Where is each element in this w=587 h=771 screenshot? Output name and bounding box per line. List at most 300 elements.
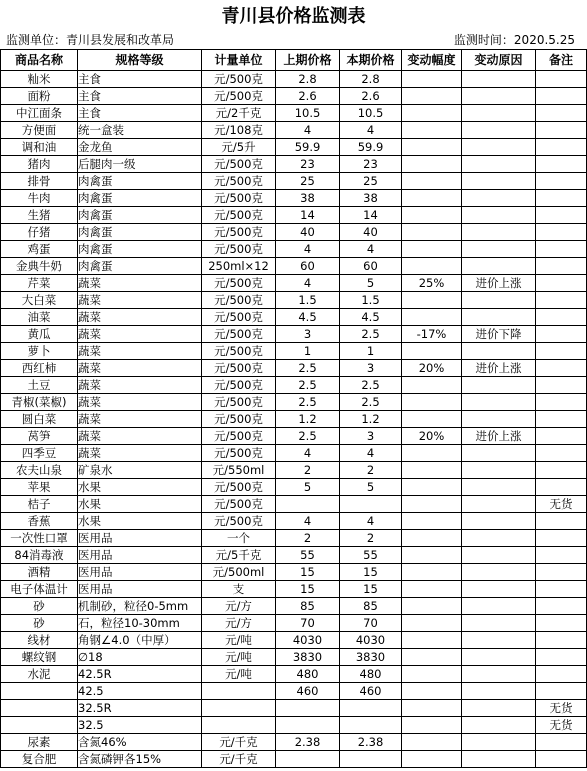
table-row [1, 530, 587, 547]
cell-unit: 元/500克 [202, 88, 276, 105]
cell-name: 砂 [1, 615, 78, 632]
cell-unit: 元/5升 [202, 139, 276, 156]
cell-curr-price: 14 [340, 207, 402, 224]
cell-spec: 肉禽蛋 [78, 173, 202, 190]
table-row [1, 105, 587, 122]
cell-change [402, 156, 462, 173]
col-header-spec: 规格等级 [78, 50, 202, 71]
cell-curr-price: 70 [340, 615, 402, 632]
cell-reason [462, 666, 536, 683]
cell-unit: 元/500克 [202, 275, 276, 292]
cell-reason [462, 292, 536, 309]
cell-reason [462, 224, 536, 241]
cell-curr-price [340, 496, 402, 513]
cell-change [402, 207, 462, 224]
cell-prev-price: 85 [276, 598, 340, 615]
cell-remark [536, 224, 587, 241]
cell-prev-price: 70 [276, 615, 340, 632]
cell-name: 电子体温计 [1, 581, 78, 598]
cell-unit: 元/500克 [202, 411, 276, 428]
table-row [1, 734, 587, 751]
cell-change [402, 241, 462, 258]
cell-prev-price: 4 [276, 241, 340, 258]
cell-curr-price: 1 [340, 343, 402, 360]
cell-name [1, 700, 78, 717]
cell-prev-price [276, 700, 340, 717]
cell-change [402, 683, 462, 700]
cell-name: 莴笋 [1, 428, 78, 445]
cell-curr-price: 15 [340, 581, 402, 598]
cell-change [402, 598, 462, 615]
cell-remark [536, 139, 587, 156]
cell-reason [462, 598, 536, 615]
table-row [1, 428, 587, 445]
cell-name: 西红柿 [1, 360, 78, 377]
header-info-row [0, 32, 587, 50]
cell-change [402, 258, 462, 275]
table-row [1, 462, 587, 479]
cell-reason [462, 717, 536, 734]
cell-prev-price [276, 751, 340, 768]
cell-spec: 含氮46% [78, 734, 202, 751]
table-row [1, 173, 587, 190]
cell-spec: 肉禽蛋 [78, 190, 202, 207]
cell-unit: 支 [202, 581, 276, 598]
cell-change [402, 479, 462, 496]
cell-change [402, 649, 462, 666]
table-row [1, 598, 587, 615]
cell-curr-price: 5 [340, 275, 402, 292]
cell-remark [536, 666, 587, 683]
cell-remark: 无货 [536, 700, 587, 717]
cell-remark [536, 411, 587, 428]
cell-unit: 元/5千克 [202, 547, 276, 564]
cell-remark [536, 241, 587, 258]
cell-change [402, 394, 462, 411]
cell-reason [462, 343, 536, 360]
cell-change [402, 581, 462, 598]
cell-curr-price: 85 [340, 598, 402, 615]
cell-name: 一次性口罩 [1, 530, 78, 547]
cell-name: 圆白菜 [1, 411, 78, 428]
col-header-name: 商品名称 [1, 50, 78, 71]
cell-change [402, 496, 462, 513]
cell-name: 农夫山泉 [1, 462, 78, 479]
cell-name: 金典牛奶 [1, 258, 78, 275]
cell-curr-price: 1.2 [340, 411, 402, 428]
cell-name [1, 683, 78, 700]
cell-name: 复合肥 [1, 751, 78, 768]
cell-reason: 进价上涨 [462, 428, 536, 445]
cell-prev-price: 480 [276, 666, 340, 683]
cell-remark [536, 309, 587, 326]
cell-change [402, 173, 462, 190]
cell-unit [202, 683, 276, 700]
cell-name: 土豆 [1, 377, 78, 394]
cell-unit: 元/吨 [202, 666, 276, 683]
cell-name: 桔子 [1, 496, 78, 513]
cell-prev-price: 1.5 [276, 292, 340, 309]
table-row [1, 241, 587, 258]
cell-prev-price: 23 [276, 156, 340, 173]
cell-unit: 元/500克 [202, 343, 276, 360]
cell-prev-price: 4 [276, 445, 340, 462]
cell-name: 尿素 [1, 734, 78, 751]
table-row [1, 394, 587, 411]
cell-prev-price: 25 [276, 173, 340, 190]
cell-remark [536, 292, 587, 309]
cell-prev-price: 4.5 [276, 309, 340, 326]
table-row [1, 717, 587, 734]
cell-unit: 元/500克 [202, 207, 276, 224]
page-title: 青川县价格监测表 [221, 6, 366, 27]
cell-unit: 元/500ml [202, 564, 276, 581]
cell-reason [462, 649, 536, 666]
cell-curr-price: 60 [340, 258, 402, 275]
cell-unit: 元/2千克 [202, 105, 276, 122]
cell-unit: 元/500克 [202, 309, 276, 326]
cell-reason [462, 207, 536, 224]
cell-prev-price: 3 [276, 326, 340, 343]
cell-name: 方便面 [1, 122, 78, 139]
table-row [1, 632, 587, 649]
col-header-reason: 变动原因 [462, 50, 536, 71]
table-header-row [1, 50, 587, 71]
cell-change [402, 717, 462, 734]
cell-change: -17% [402, 326, 462, 343]
cell-spec: 蔬菜 [78, 326, 202, 343]
cell-curr-price: 25 [340, 173, 402, 190]
cell-change [402, 139, 462, 156]
cell-unit: 250ml×12 [202, 258, 276, 275]
monitoring-date: 监测时间：2020.5.25 [453, 33, 575, 47]
cell-reason [462, 496, 536, 513]
cell-curr-price: 4 [340, 122, 402, 139]
cell-unit: 元/500克 [202, 224, 276, 241]
cell-name: 螺纹钢 [1, 649, 78, 666]
table-row [1, 88, 587, 105]
table-row [1, 445, 587, 462]
cell-name: 酒精 [1, 564, 78, 581]
cell-remark [536, 649, 587, 666]
cell-change [402, 462, 462, 479]
cell-unit: 元/千克 [202, 734, 276, 751]
cell-name: 猪肉 [1, 156, 78, 173]
cell-curr-price: 460 [340, 683, 402, 700]
cell-spec: 蔬菜 [78, 309, 202, 326]
cell-curr-price: 2.5 [340, 394, 402, 411]
cell-reason [462, 700, 536, 717]
cell-unit: 元/500克 [202, 377, 276, 394]
cell-name: 籼米 [1, 71, 78, 88]
cell-prev-price: 1.2 [276, 411, 340, 428]
cell-spec: 医用品 [78, 547, 202, 564]
cell-spec: 石，粒径10-30mm [78, 615, 202, 632]
cell-prev-price: 3830 [276, 649, 340, 666]
cell-remark [536, 598, 587, 615]
table-row [1, 224, 587, 241]
cell-curr-price: 4.5 [340, 309, 402, 326]
cell-curr-price [340, 700, 402, 717]
cell-remark [536, 88, 587, 105]
cell-remark [536, 71, 587, 88]
cell-unit: 元/500克 [202, 190, 276, 207]
cell-spec: 蔬菜 [78, 445, 202, 462]
cell-unit: 元/500克 [202, 428, 276, 445]
cell-prev-price: 2.8 [276, 71, 340, 88]
cell-reason [462, 479, 536, 496]
cell-curr-price: 2.5 [340, 326, 402, 343]
cell-remark [536, 547, 587, 564]
cell-change [402, 513, 462, 530]
cell-curr-price: 2 [340, 530, 402, 547]
cell-spec: 金龙鱼 [78, 139, 202, 156]
cell-curr-price: 4 [340, 513, 402, 530]
col-header-unit: 计量单位 [202, 50, 276, 71]
cell-remark [536, 632, 587, 649]
cell-spec: 肉禽蛋 [78, 241, 202, 258]
cell-unit: 元/550ml [202, 462, 276, 479]
cell-prev-price: 4 [276, 513, 340, 530]
table-row [1, 666, 587, 683]
cell-reason [462, 632, 536, 649]
cell-name: 生猪 [1, 207, 78, 224]
cell-curr-price: 3 [340, 428, 402, 445]
cell-change [402, 224, 462, 241]
cell-spec: 肉禽蛋 [78, 207, 202, 224]
cell-prev-price: 60 [276, 258, 340, 275]
cell-prev-price: 2.5 [276, 394, 340, 411]
cell-name: 中江面条 [1, 105, 78, 122]
table-row [1, 343, 587, 360]
cell-prev-price: 2.6 [276, 88, 340, 105]
cell-name: 牛肉 [1, 190, 78, 207]
table-body [1, 71, 587, 768]
table-row [1, 581, 587, 598]
cell-spec: 肉禽蛋 [78, 224, 202, 241]
table-row [1, 275, 587, 292]
cell-change [402, 751, 462, 768]
cell-prev-price: 14 [276, 207, 340, 224]
cell-remark [536, 105, 587, 122]
monitoring-unit: 监测单位：青川县发展和改革局 [6, 33, 175, 47]
cell-curr-price: 3 [340, 360, 402, 377]
cell-spec: 主食 [78, 88, 202, 105]
cell-unit: 元/500克 [202, 479, 276, 496]
cell-reason [462, 258, 536, 275]
cell-remark [536, 343, 587, 360]
cell-reason [462, 377, 536, 394]
cell-change [402, 734, 462, 751]
cell-remark [536, 122, 587, 139]
cell-unit: 元/108克 [202, 122, 276, 139]
cell-remark [536, 530, 587, 547]
cell-spec: 32.5R [78, 700, 202, 717]
cell-change [402, 564, 462, 581]
cell-spec: 医用品 [78, 530, 202, 547]
table-row [1, 190, 587, 207]
cell-reason [462, 156, 536, 173]
cell-prev-price [276, 496, 340, 513]
cell-name: 仔猪 [1, 224, 78, 241]
cell-spec: 32.5 [78, 717, 202, 734]
cell-unit: 元/500克 [202, 394, 276, 411]
cell-change [402, 632, 462, 649]
table-row [1, 751, 587, 768]
cell-name: 面粉 [1, 88, 78, 105]
cell-spec: 蔬菜 [78, 411, 202, 428]
cell-remark [536, 564, 587, 581]
col-header-change: 变动幅度 [402, 50, 462, 71]
cell-reason [462, 683, 536, 700]
table-row [1, 513, 587, 530]
cell-unit: 元/吨 [202, 632, 276, 649]
cell-curr-price: 480 [340, 666, 402, 683]
cell-unit: 元/500克 [202, 173, 276, 190]
cell-curr-price: 55 [340, 547, 402, 564]
cell-name: 线材 [1, 632, 78, 649]
cell-curr-price: 5 [340, 479, 402, 496]
cell-change: 20% [402, 360, 462, 377]
cell-curr-price: 59.9 [340, 139, 402, 156]
cell-reason [462, 309, 536, 326]
cell-name: 萝卜 [1, 343, 78, 360]
cell-name: 水泥 [1, 666, 78, 683]
cell-unit: 一个 [202, 530, 276, 547]
cell-remark [536, 156, 587, 173]
table-row [1, 683, 587, 700]
cell-prev-price: 55 [276, 547, 340, 564]
cell-spec: 医用品 [78, 564, 202, 581]
cell-remark [536, 173, 587, 190]
cell-spec: ∅18 [78, 649, 202, 666]
cell-change [402, 547, 462, 564]
cell-prev-price: 40 [276, 224, 340, 241]
cell-reason [462, 462, 536, 479]
cell-prev-price: 10.5 [276, 105, 340, 122]
cell-prev-price: 2.38 [276, 734, 340, 751]
cell-prev-price: 2.5 [276, 428, 340, 445]
cell-spec: 42.5 [78, 683, 202, 700]
cell-spec: 机制砂，粒径0-5mm [78, 598, 202, 615]
col-header-curr-price: 本期价格 [340, 50, 402, 71]
cell-change [402, 445, 462, 462]
cell-remark [536, 479, 587, 496]
cell-curr-price: 4 [340, 445, 402, 462]
cell-prev-price: 38 [276, 190, 340, 207]
table-row [1, 564, 587, 581]
cell-remark [536, 462, 587, 479]
cell-curr-price: 23 [340, 156, 402, 173]
cell-unit: 元/500克 [202, 360, 276, 377]
cell-unit: 元/500克 [202, 241, 276, 258]
cell-curr-price: 4 [340, 241, 402, 258]
cell-remark [536, 581, 587, 598]
cell-reason [462, 88, 536, 105]
cell-reason: 进价下降 [462, 326, 536, 343]
cell-prev-price [276, 717, 340, 734]
cell-curr-price: 2.38 [340, 734, 402, 751]
table-row [1, 411, 587, 428]
cell-unit: 元/500克 [202, 71, 276, 88]
cell-change [402, 122, 462, 139]
cell-spec: 蔬菜 [78, 394, 202, 411]
cell-remark [536, 275, 587, 292]
table-row [1, 156, 587, 173]
cell-curr-price: 2.6 [340, 88, 402, 105]
cell-unit: 元/500克 [202, 292, 276, 309]
cell-spec: 蔬菜 [78, 377, 202, 394]
cell-spec: 肉禽蛋 [78, 258, 202, 275]
cell-prev-price: 5 [276, 479, 340, 496]
cell-spec: 角钢∠4.0（中厚） [78, 632, 202, 649]
cell-name: 黄瓜 [1, 326, 78, 343]
table-row [1, 547, 587, 564]
cell-name: 砂 [1, 598, 78, 615]
price-table [0, 49, 587, 768]
cell-spec: 蔬菜 [78, 360, 202, 377]
cell-name [1, 717, 78, 734]
cell-name: 调和油 [1, 139, 78, 156]
cell-remark [536, 615, 587, 632]
table-row [1, 258, 587, 275]
cell-remark [536, 683, 587, 700]
cell-change [402, 615, 462, 632]
cell-reason: 进价上涨 [462, 360, 536, 377]
cell-name: 油菜 [1, 309, 78, 326]
cell-reason [462, 581, 536, 598]
cell-spec: 后腿肉一级 [78, 156, 202, 173]
cell-change [402, 105, 462, 122]
cell-curr-price: 2 [340, 462, 402, 479]
cell-change [402, 88, 462, 105]
cell-curr-price: 3830 [340, 649, 402, 666]
cell-prev-price: 15 [276, 581, 340, 598]
cell-remark [536, 445, 587, 462]
cell-curr-price: 4030 [340, 632, 402, 649]
cell-remark [536, 207, 587, 224]
cell-curr-price: 2.5 [340, 377, 402, 394]
cell-reason [462, 751, 536, 768]
table-row [1, 615, 587, 632]
cell-prev-price: 2 [276, 530, 340, 547]
cell-reason [462, 241, 536, 258]
cell-change [402, 71, 462, 88]
table-row [1, 360, 587, 377]
cell-spec: 主食 [78, 105, 202, 122]
cell-unit: 元/方 [202, 615, 276, 632]
cell-spec: 蔬菜 [78, 343, 202, 360]
cell-curr-price: 15 [340, 564, 402, 581]
cell-change [402, 309, 462, 326]
cell-spec: 42.5R [78, 666, 202, 683]
table-row [1, 207, 587, 224]
cell-curr-price: 40 [340, 224, 402, 241]
cell-unit: 元/500克 [202, 513, 276, 530]
cell-change [402, 190, 462, 207]
cell-prev-price: 2.5 [276, 377, 340, 394]
table-row [1, 649, 587, 666]
cell-prev-price: 59.9 [276, 139, 340, 156]
cell-curr-price: 1.5 [340, 292, 402, 309]
cell-spec: 统一盒装 [78, 122, 202, 139]
cell-curr-price [340, 751, 402, 768]
table-row [1, 377, 587, 394]
cell-curr-price: 2.8 [340, 71, 402, 88]
cell-reason [462, 122, 536, 139]
cell-name: 四季豆 [1, 445, 78, 462]
cell-reason [462, 173, 536, 190]
